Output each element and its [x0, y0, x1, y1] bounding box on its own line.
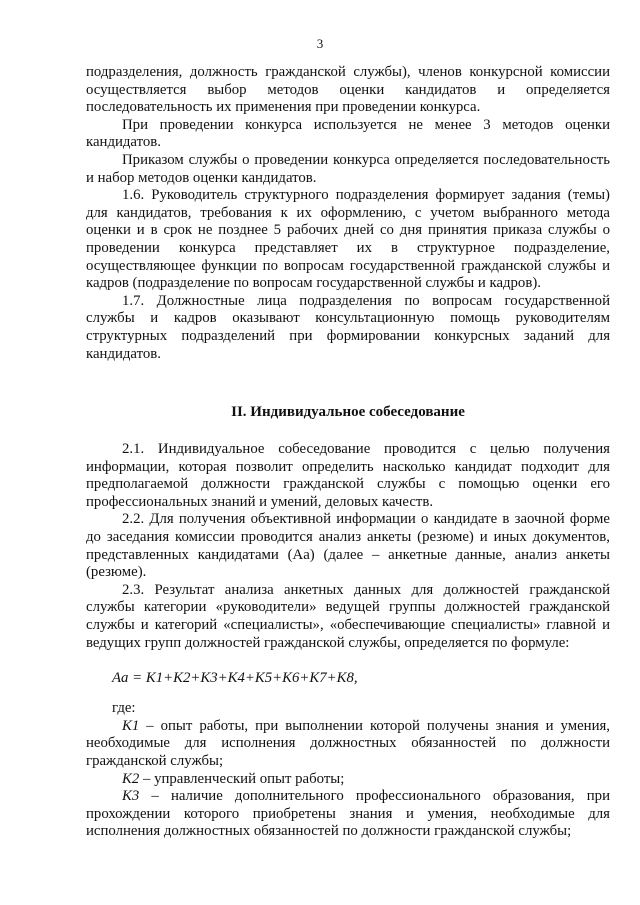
definition-k2-text: – управленческий опыт работы;	[139, 770, 345, 787]
page-number: 3	[316, 36, 324, 51]
symbol-k2: K2	[122, 770, 140, 787]
paragraph-2-1: 2.1. Индивидуальное собеседование проводится с целью получения информации, которая позволит определить насколько кандидат подходит для предполагаемой должности гражданской службы с помощью оценки его профессиональных знаний и умений, деловых качеств.	[86, 441, 610, 510]
paragraph-1-6: 1.6. Руководитель структурного подразделения формирует задания (темы) для кандидатов, требования к их оформлению, с учетом выбранного метода оценки и в срок не позднее 5 рабочих дней со дня принятия приказа службы о проведении конкурса представляет их в структурное подразделение, осуществляющее функции по вопросам государственной гражданской службы и кадров (подразделение по вопросам государственной службы и кадров).	[86, 187, 610, 292]
paragraph-2-3: 2.3. Результат анализа анкетных данных для должностей гражданской службы категории «руководители» ведущей группы должностей гражданской службы и категорий «специалисты», «обеспечивающие специалисты» главной и ведущих групп должностей гражданской службы, определяется по формуле:	[86, 581, 610, 651]
document-body	[86, 64, 610, 841]
where-label: где:	[112, 700, 136, 717]
definition-k3-text: – наличие дополнительного профессионального образования, при прохождении которого приобретены знания и умения, необходимые для исполнения должностных обязанностей по должности гражданской службы;	[86, 788, 610, 840]
definition-k1	[86, 718, 610, 771]
symbol-k3: K3	[122, 788, 140, 805]
paragraph-methods-count: При проведении конкурса используется не менее 3 методов оценки кандидатов.	[86, 116, 610, 151]
formula: Aa = K1+K2+K3+K4+K5+K6+K7+K8,	[112, 670, 358, 687]
section-heading: II. Индивидуальное собеседование	[231, 404, 465, 421]
paragraph-2-2: 2.2. Для получения объективной информации о кандидате в заочной форме до заседания комиссии проводится анализ анкеты (резюме) и иных документов, представленных кандидатами (Aa) (далее – анкетные данные, анализ анкеты (резюме).	[86, 511, 610, 581]
definition-k3	[86, 788, 610, 841]
definition-k1-text: – опыт работы, при выполнении которой получены знания и умения, необходимые для исполнения должностных обязанностей по должности гражданской службы;	[86, 717, 610, 769]
paragraph-continued: подразделения, должность гражданской службы), членов конкурсной комиссии осуществляется выбор методов оценки кандидатов и определяется последовательность их применения при проведении конкурса.	[86, 64, 610, 116]
paragraph-1-7: 1.7. Должностные лица подразделения по вопросам государственной службы и кадров оказывают консультационную помощь руководителям структурных подразделений при формировании конкурсных заданий для кандидатов.	[86, 292, 610, 362]
definition-k2	[86, 771, 610, 789]
symbol-k1: K1	[122, 717, 140, 734]
paragraph-order: Приказом службы о проведении конкурса определяется последовательность и набор методов оценки кандидатов.	[86, 151, 610, 186]
